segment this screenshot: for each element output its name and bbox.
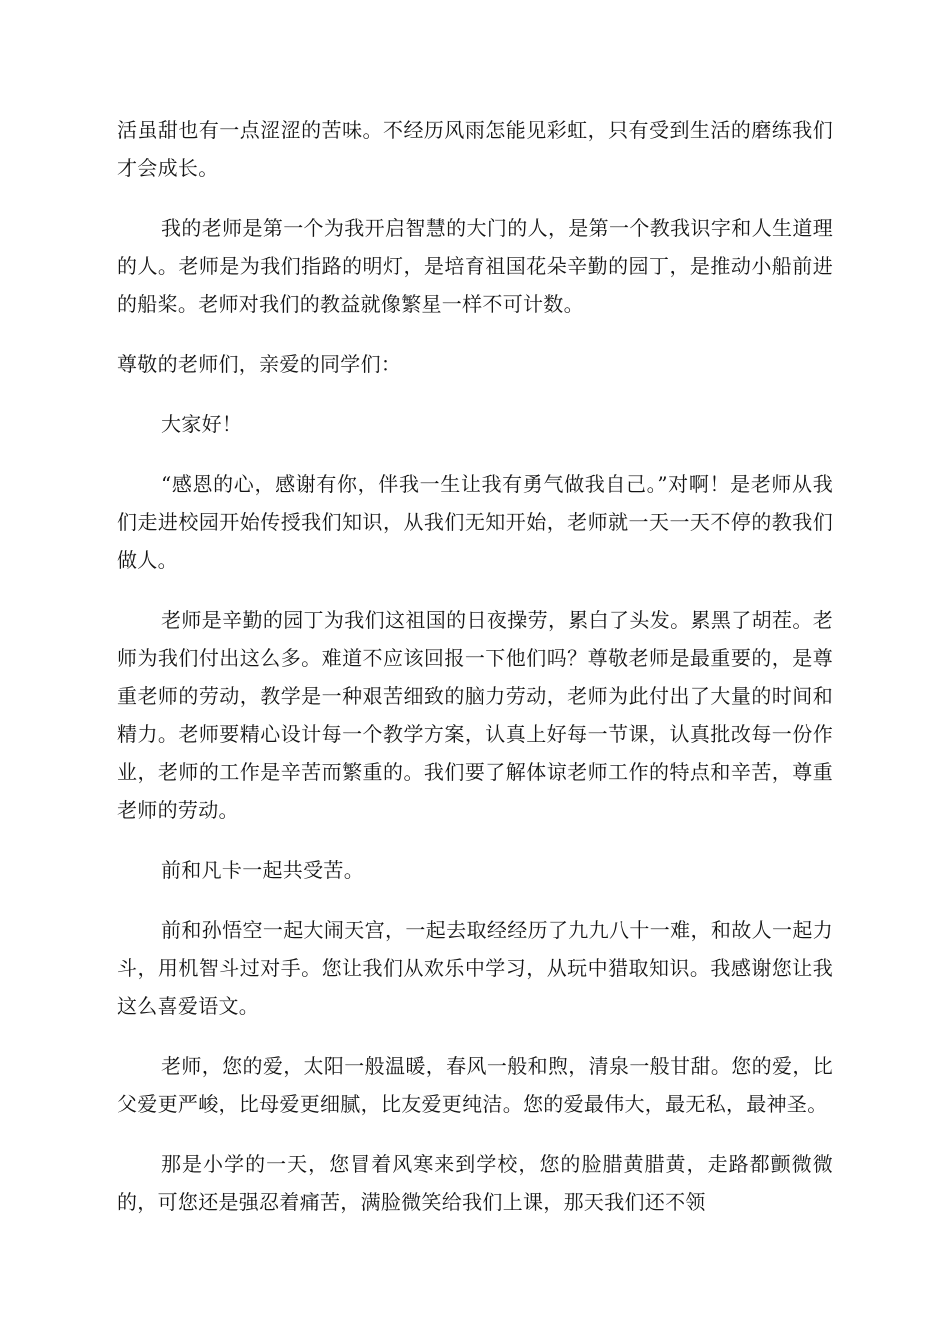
document-body [117, 111, 833, 1243]
paragraph: 活虽甜也有一点涩涩的苦味。不经历风雨怎能见彩虹，只有受到生活的磨练我们才会成长。 [117, 118, 833, 180]
paragraph: 老师，您的爱，太阳一般温暖，春风一般和煦，清泉一般甘甜。您的爱，比父爱更严峻，比母爱更细腻，比友爱更纯洁。您的爱最伟大，最无私，最神圣。 [117, 1054, 833, 1116]
salutation: 尊敬的老师们，亲爱的同学们： [117, 352, 402, 376]
paragraph: 我的老师是第一个为我开启智慧的大门的人，是第一个教我识字和人生道理的人。老师是为我们指路的明灯，是培育祖国花朵辛勤的园丁，是推动小船前进的船桨。老师对我们的教益就像繁星一样不可计数。 [117, 216, 833, 316]
paragraph: 那是小学的一天，您冒着风寒来到学校，您的脸腊黄腊黄，走路都颤微微的，可您还是强忍着痛苦，满脸微笑给我们上课，那天我们还不领 [117, 1152, 833, 1214]
paragraph: 老师是辛勤的园丁为我们这祖国的日夜操劳，累白了头发。累黑了胡茬。老师为我们付出这么多。难道不应该回报一下他们吗？尊敬老师是最重要的，是尊重老师的劳动，教学是一种艰苦细致的脑力劳动，老师为此付出了大量的时间和精力。老师要精心设计每一个教学方案，认真上好每一节课，认真批改每一份作业，老师的工作是辛苦而繁重的。我们要了解体谅老师工作的特点和辛苦，尊重老师的劳动。 [117, 608, 833, 822]
paragraph: 前和孙悟空一起大闹天宫，一起去取经经历了九九八十一难，和故人一起力斗，用机智斗过对手。您让我们从欢乐中学习，从玩中猎取知识。我感谢您让我这么喜爱语文。 [117, 918, 833, 1018]
paragraph: 前和凡卡一起共受苦。 [161, 858, 364, 882]
paragraph: “感恩的心，感谢有你，伴我一生让我有勇气做我自己。”对啊！是老师从我们走进校园开始传授我们知识，从我们无知开始，老师就一天一天不停的教我们做人。 [117, 472, 833, 572]
greeting: 大家好！ [161, 412, 243, 436]
